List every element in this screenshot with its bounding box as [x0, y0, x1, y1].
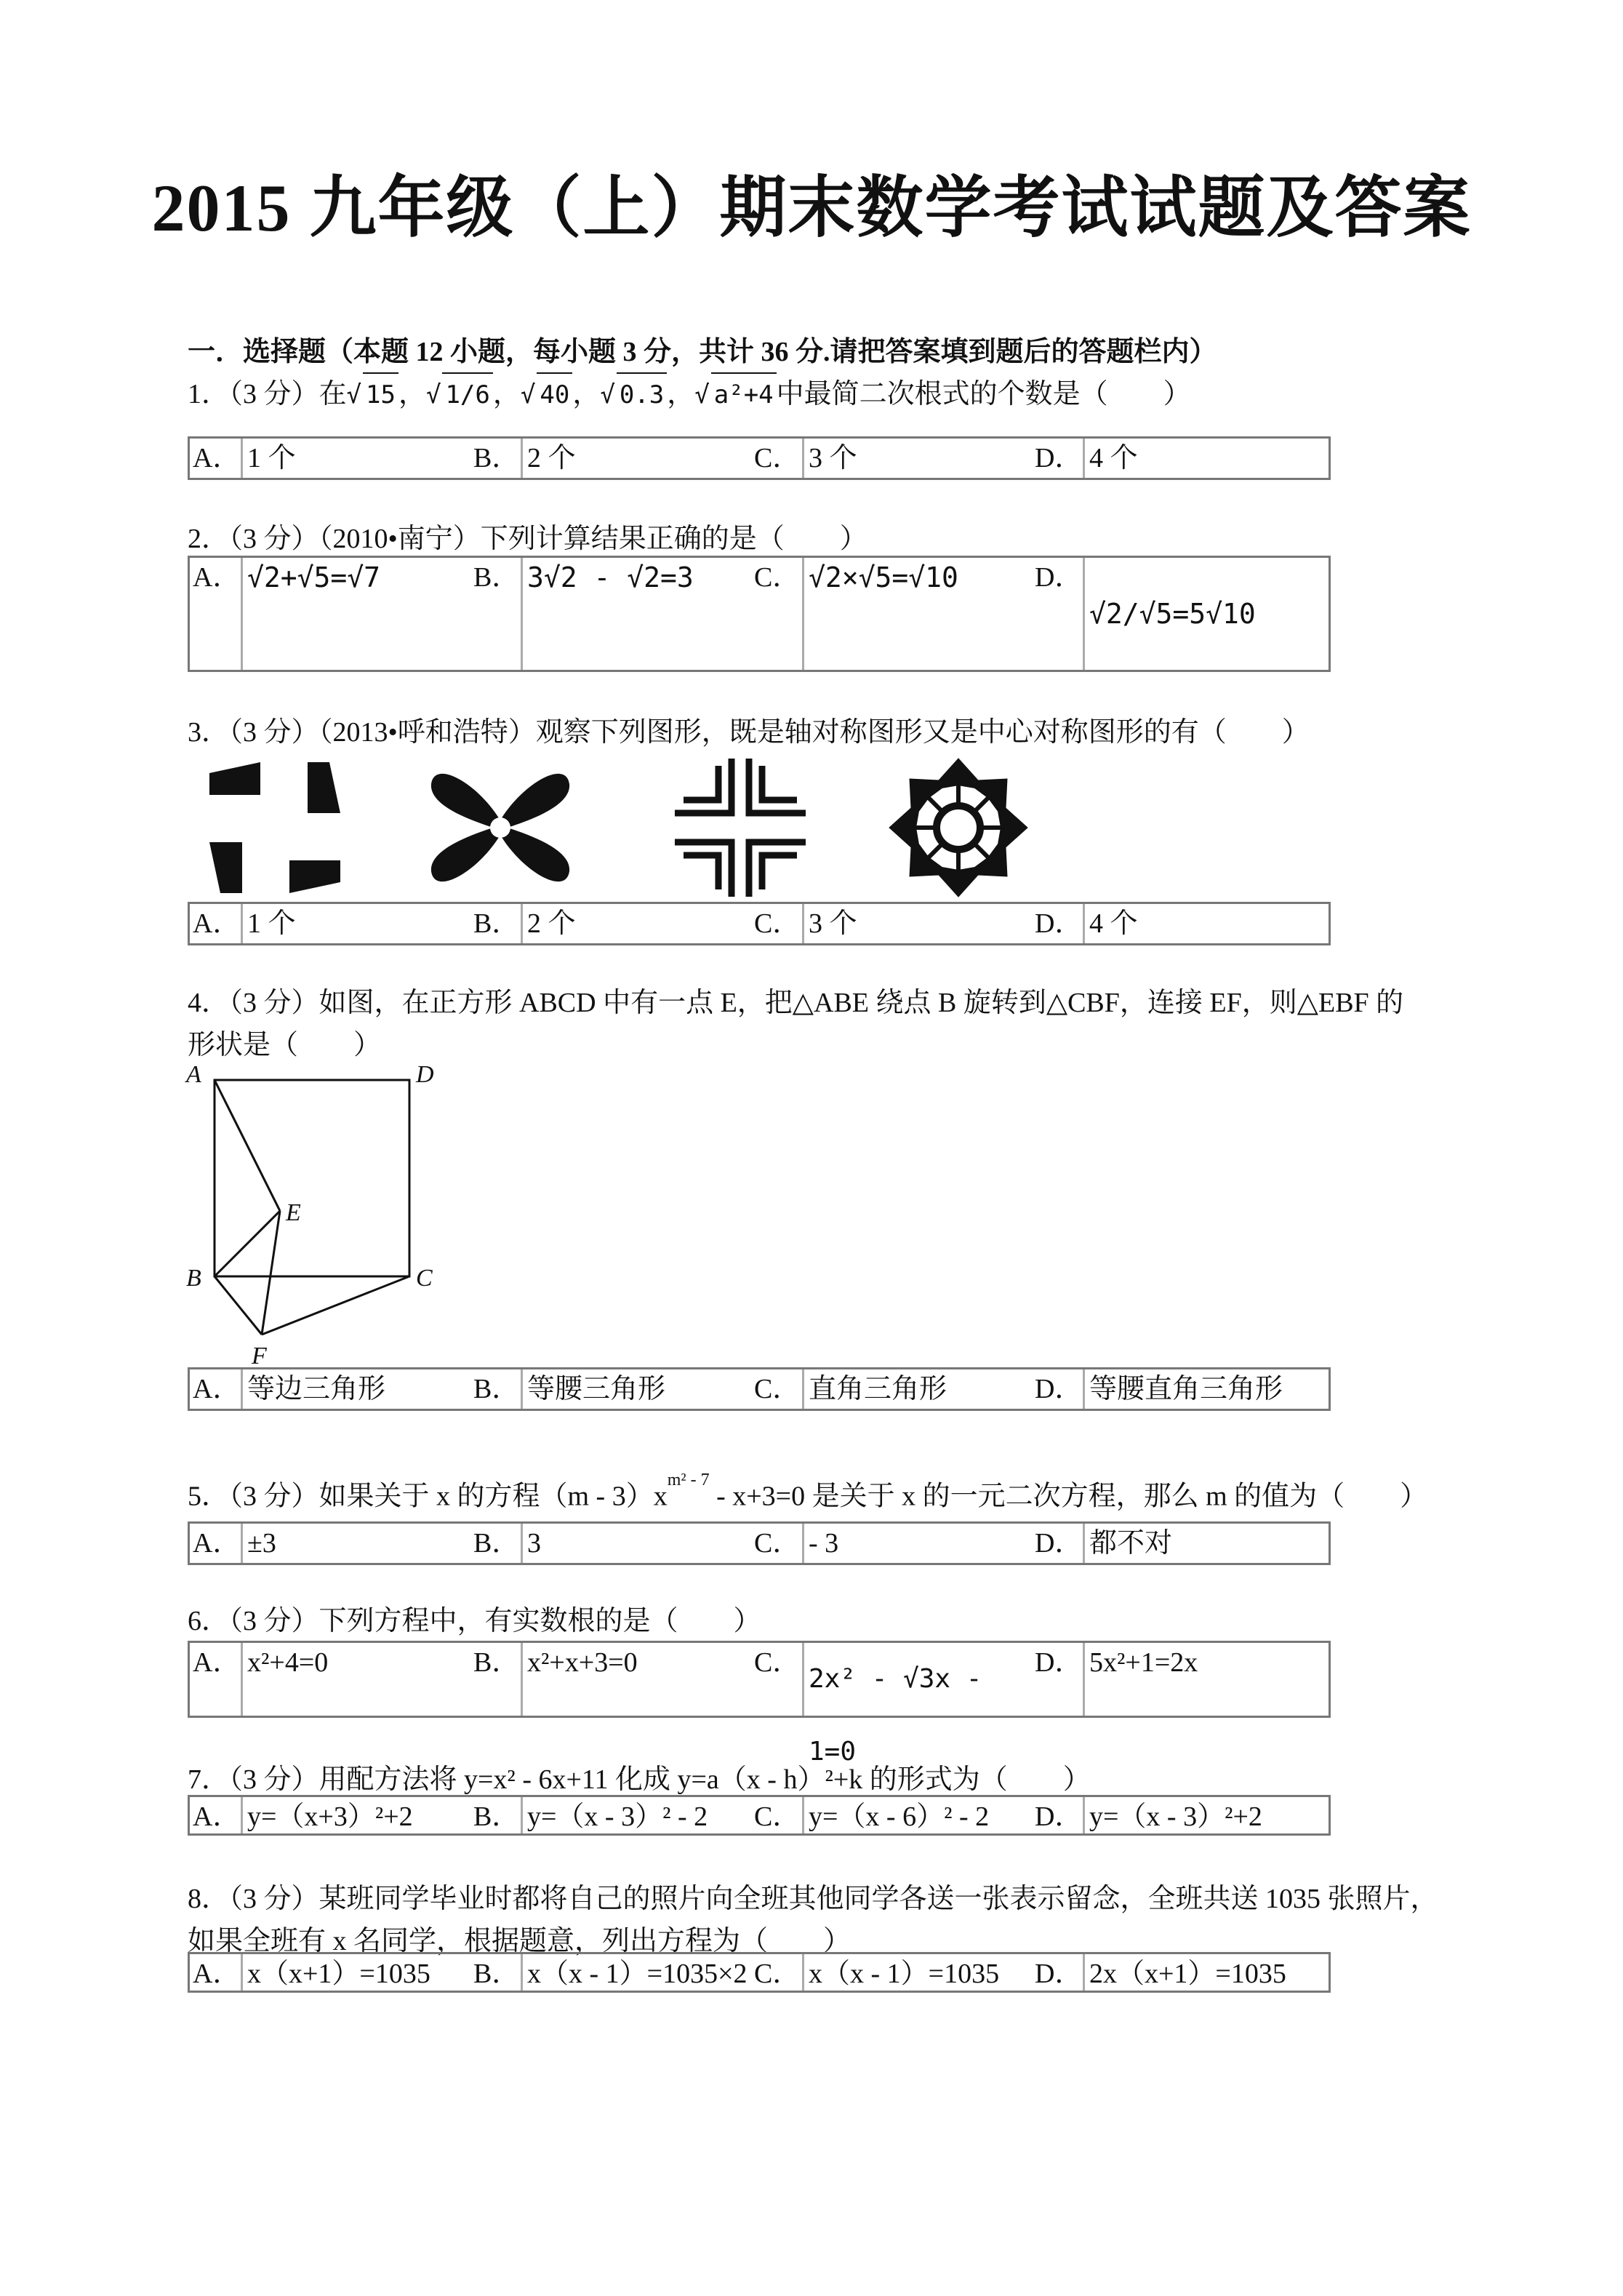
option-a[interactable]: y=（x+3）²+2	[241, 1797, 465, 1833]
option-b[interactable]: x（x - 1）=1035×2	[521, 1954, 758, 1991]
option-b-letter: B．	[473, 908, 520, 939]
option-a[interactable]: 1 个	[241, 439, 465, 478]
point-label-b: B	[186, 1265, 201, 1292]
question-5-exponent: m² - 7	[667, 1471, 710, 1489]
option-c-letter: C．	[754, 1801, 801, 1832]
option-c-letter: C．	[754, 562, 801, 593]
option-d-letter: D．	[1035, 562, 1083, 593]
option-b[interactable]: 3	[521, 1524, 745, 1563]
option-a[interactable]: ±3	[241, 1524, 465, 1563]
option-c[interactable]: 3 个	[802, 439, 1027, 478]
option-a[interactable]: 等边三角形	[241, 1369, 465, 1409]
question-5-pre: 5．（3 分）如果关于 x 的方程（m - 3）x	[188, 1481, 668, 1512]
option-c[interactable]: 直角三角形	[802, 1369, 1027, 1409]
option-b[interactable]: 2 个	[521, 904, 745, 943]
question-8-line2: 如果全班有 x 名同学，根据题意，列出方程为（ ）	[188, 1926, 851, 1956]
page-title: 2015 九年级（上）期末数学考试试题及答案	[151, 171, 1472, 245]
figure-3-cross-lines	[675, 759, 806, 897]
question-1-prefix: 1．（3 分）在	[188, 379, 347, 409]
figure-1-square-swirl	[209, 762, 340, 893]
option-b[interactable]: 2 个	[521, 439, 745, 478]
option-a-letter: A．	[193, 1528, 241, 1559]
question-3-options	[188, 902, 1331, 945]
question-8-options	[188, 1952, 1331, 1993]
option-d[interactable]: √2/√5=5√10	[1083, 558, 1329, 670]
option-b[interactable]: y=（x - 3）² - 2	[521, 1797, 745, 1833]
option-c[interactable]: 2x² - √3x - 1=0	[802, 1643, 1040, 1716]
option-d-letter: D．	[1035, 1528, 1083, 1559]
option-a-letter: A．	[193, 562, 241, 593]
option-d[interactable]: 4 个	[1083, 904, 1329, 943]
question-4-options	[188, 1367, 1331, 1411]
option-c-letter: C．	[754, 1374, 801, 1404]
point-label-c: C	[416, 1265, 433, 1292]
option-a[interactable]: √2+√5=√7	[241, 558, 465, 670]
option-a-letter: A．	[193, 1647, 241, 1678]
option-a-letter: A．	[193, 1959, 241, 1989]
option-c-letter: C．	[754, 1528, 801, 1559]
option-d-letter: D．	[1035, 908, 1083, 939]
option-c-letter: C．	[754, 908, 801, 939]
question-5-options	[188, 1521, 1331, 1565]
question-5	[188, 1469, 1427, 1518]
option-b-letter: B．	[473, 1374, 520, 1404]
option-b[interactable]: 等腰三角形	[521, 1369, 745, 1409]
point-label-d: D	[416, 1062, 434, 1088]
question-2: 2．（3 分）（2010•南宁）下列计算结果正确的是（ ）	[188, 524, 867, 554]
figure-4-star-flower	[889, 759, 1027, 897]
symmetry-figures	[188, 753, 1060, 905]
option-d-letter: D．	[1035, 1959, 1083, 1989]
question-8	[188, 1878, 1438, 1962]
option-c[interactable]: √2×√5=√10	[802, 558, 1027, 670]
option-a-letter: A．	[193, 908, 241, 939]
square-abcd-figure	[182, 1062, 458, 1375]
figure-2-x-shape	[431, 774, 569, 881]
option-b-letter: B．	[473, 562, 520, 593]
question-1: 1．（3 分）在√ 15 ，√ 1/6 ，√ 40 ，√ 0.3 ，√ a²+4 中最简二次根式的个数是（ ）	[188, 372, 1191, 416]
question-4-line1: 4．（3 分）如图，在正方形 ABCD 中有一点 E，把△ABE 绕点 B 旋转到△CBF，连接 EF，则△EBF 的	[188, 988, 1404, 1018]
option-b-letter: B．	[473, 1647, 520, 1678]
question-1-suffix: 中最简二次根式的个数是（ ）	[776, 379, 1191, 409]
option-d[interactable]: 4 个	[1083, 439, 1329, 478]
option-c-letter: C．	[754, 1959, 801, 1989]
option-a-letter: A．	[193, 1801, 241, 1832]
option-b-letter: B．	[473, 443, 520, 473]
point-label-f: F	[252, 1343, 267, 1369]
option-d[interactable]: 5x²+1=2x	[1083, 1643, 1329, 1716]
option-d[interactable]: 都不对	[1083, 1524, 1329, 1563]
radical-1-6: √ 1/6	[426, 380, 493, 409]
option-c[interactable]: y=（x - 6）² - 2	[802, 1797, 1027, 1833]
question-5-post: - x+3=0 是关于 x 的一元二次方程，那么 m 的值为（ ）	[709, 1481, 1428, 1512]
radical-0-3: √ 0.3	[600, 380, 667, 409]
question-3: 3．（3 分）（2013•呼和浩特）观察下列图形，既是轴对称图形又是中心对称图形的有（ ）	[188, 717, 1310, 748]
question-8-line1: 8．（3 分）某班同学毕业时都将自己的照片向全班其他同学各送一张表示留念，全班共送 1035 张照片，	[188, 1884, 1438, 1914]
radical-40: √ 40	[521, 380, 572, 409]
option-d[interactable]: 等腰直角三角形	[1083, 1369, 1329, 1409]
option-d[interactable]: 2x（x+1）=1035	[1083, 1954, 1329, 1991]
option-a[interactable]: x²+4=0	[241, 1643, 465, 1716]
option-c-letter: C．	[754, 1647, 801, 1678]
question-4	[188, 982, 1403, 1066]
option-c[interactable]: x（x - 1）=1035	[802, 1954, 1027, 1991]
radical-15: √ 15	[347, 380, 398, 409]
option-d-letter: D．	[1035, 1374, 1083, 1404]
question-1-options	[188, 436, 1331, 480]
radical-a2-4: √ a²+4	[694, 380, 776, 409]
question-4-line2: 形状是（ ）	[188, 1030, 382, 1060]
option-b-letter: B．	[473, 1959, 520, 1989]
option-c[interactable]: 3 个	[802, 904, 1027, 943]
option-a[interactable]: 1 个	[241, 904, 465, 943]
question-6-options	[188, 1641, 1331, 1767]
option-c-letter: C．	[754, 443, 801, 473]
option-b[interactable]: x²+x+3=0	[521, 1643, 745, 1716]
point-label-a: A	[186, 1062, 201, 1088]
question-7: 7．（3 分）用配方法将 y=x² - 6x+11 化成 y=a（x - h）²+k 的形式为（ ）	[188, 1764, 1091, 1795]
option-a-letter: A．	[193, 443, 241, 473]
question-7-options	[188, 1795, 1331, 1836]
option-d[interactable]: y=（x - 3）²+2	[1083, 1797, 1329, 1833]
question-2-options	[188, 556, 1331, 672]
point-label-e: E	[286, 1199, 301, 1226]
section-heading: 一．选择题（本题 12 小题，每小题 3 分，共计 36 分.请把答案填到题后的答题栏内）	[188, 337, 1217, 367]
option-b-letter: B．	[473, 1801, 520, 1832]
question-6: 6．（3 分）下列方程中，有实数根的是（ ）	[188, 1606, 761, 1636]
option-a-letter: A．	[193, 1374, 241, 1404]
option-c[interactable]: - 3	[802, 1524, 1027, 1563]
option-b-letter: B．	[473, 1528, 520, 1559]
option-d-letter: D．	[1035, 1647, 1083, 1678]
option-b[interactable]: 3√2 - √2=3	[521, 558, 745, 670]
option-a[interactable]: x（x+1）=1035	[241, 1954, 465, 1991]
option-d-letter: D．	[1035, 1801, 1083, 1832]
option-d-letter: D．	[1035, 443, 1083, 473]
